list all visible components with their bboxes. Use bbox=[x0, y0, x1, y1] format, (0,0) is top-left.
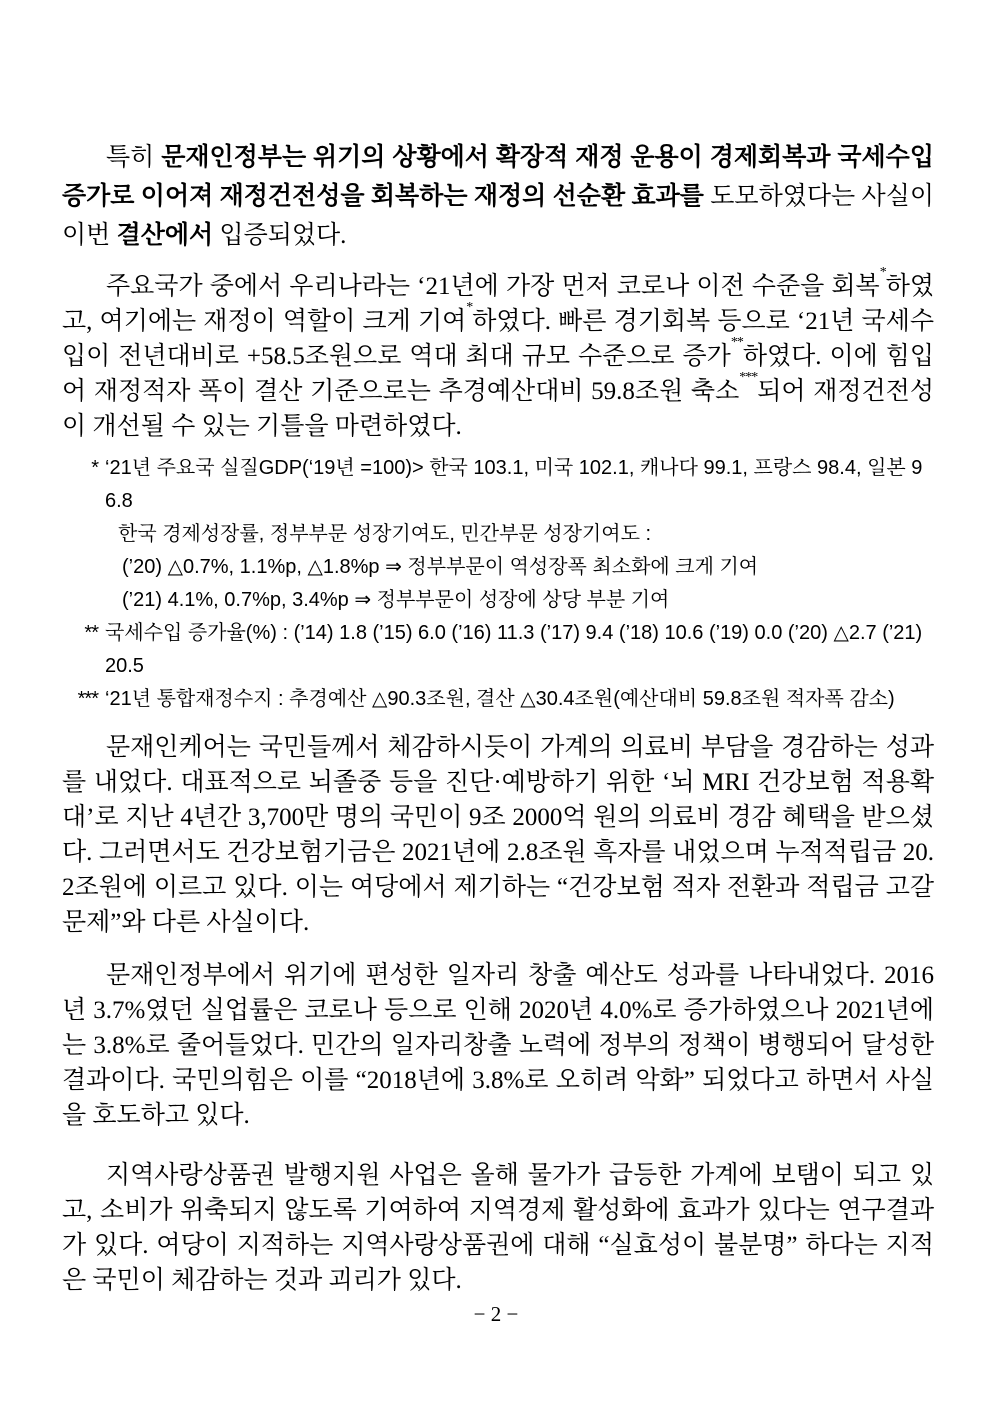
footnote-tax-revenue-growth bbox=[62, 617, 934, 683]
text-segment: 하였다. 빠른 경기회복 등으로 ‘21년 국세수입이 전년대비로 +58.5조원으로 역대 최대 규모 수준으로 증가 bbox=[62, 308, 934, 370]
text-segment: 특히 bbox=[106, 144, 162, 171]
text-segment-bold: 결산에서 bbox=[116, 222, 214, 249]
paragraph-covid-recovery bbox=[62, 264, 934, 444]
paragraph-jobs-unemployment: 문재인정부에서 위기에 편성한 일자리 창출 예산도 성과를 나타내었다. 2016년 3.7%였던 실업률은 코로나 등으로 인해 2020년 4.0%로 증가하였으나 2021년에는 3.8%로 줄어들었다. 민간의 일자리창출 노력에 정부의 정책이 병행되어 달성한 결과이다. 국민의힘은 이를 “2018년에 3.8%로 오히려 악화” 되었다고 하면서 사실을 호도하고 있다. bbox=[62, 962, 934, 1129]
footnote-ref-triple-asterisk: *** bbox=[739, 369, 758, 385]
text-segment: 주요국가 중에서 우리나라는 ‘21년에 가장 먼저 코로나 이전 수준을 회복 bbox=[106, 273, 880, 300]
text-segment: 입증되었다. bbox=[213, 222, 347, 249]
footnote-block bbox=[62, 452, 934, 716]
page-number: − 2 − bbox=[473, 1302, 519, 1326]
footnote-text: ‘21년 주요국 실질GDP(‘19년 =100)> 한국 103.1, 미국 102.1, 캐나다 99.1, 프랑스 98.4, 일본 96.8 bbox=[105, 457, 923, 512]
paragraph-local-gift-certificates: 지역사랑상품권 발행지원 사업은 올해 물가가 급등한 가계에 보탬이 되고 있고, 소비가 위축되지 않도록 기여하여 지역경제 활성화에 효과가 있다는 연구결과가 있다. 여당이 지적하는 지역사랑상품권에 대해 “실효성이 불분명” 하다는 지적은 국민이 체감하는 것과 괴리가 있다. bbox=[62, 1162, 934, 1294]
footnote-gdp bbox=[62, 452, 934, 518]
text-segment: 도모하였다는 사실이 이번 bbox=[62, 183, 934, 249]
footnote-text: ‘21년 통합재정수지 : 추경예산 △90.3조원, 결산 △30.4조원(예산대비 59.8조원 적자폭 감소) bbox=[105, 688, 895, 710]
text-segment: 하였고, 여기에는 재정이 역할이 크게 기여 bbox=[62, 273, 934, 335]
paragraph-fiscal-virtuous-cycle bbox=[62, 138, 934, 255]
footnote-ref-asterisk: * bbox=[466, 299, 473, 315]
paragraph-mooncare-healthcare: 문재인케어는 국민들께서 체감하시듯이 가계의 의료비 부담을 경감하는 성과를 내었다. 대표적으로 뇌졸중 등을 진단·예방하기 위한 ‘뇌 MRI 건강보험 적용확대’로 지난 4년간 3,700만 명의 국민이 9조 2000억 원의 의료비 경감 혜택을 받으셨다. 그러면서도 건강보험기금은 2021년에 2.8조원 흑자를 내었으며 누적적립금 20.2조원에 이르고 있다. 이는 여당에서 제기하는 “건강보험 적자 전환과 적립금 고갈 문제”와 다른 사실이다. bbox=[62, 734, 934, 936]
footnote-growth-contribution-label: 한국 경제성장률, 정부부문 성장기여도, 민간부문 성장기여도 : bbox=[118, 523, 652, 545]
footnote-growth-2020: (’20) △0.7%, 1.1%p, △1.8%p ⇒ 정부부문이 역성장폭 최소화에 크게 기여 bbox=[122, 556, 759, 578]
footnote-ref-asterisk: * bbox=[879, 264, 886, 280]
footnote-marker: ** bbox=[84, 622, 98, 644]
footnote-marker: *** bbox=[77, 688, 98, 710]
footnote-marker: * bbox=[91, 457, 98, 479]
text-segment: 하였다. 이에 힘입어 재정적자 폭이 결산 기준으로는 추경예산대비 59.8조원 축소 bbox=[62, 343, 934, 405]
text-segment-bold: 문재인정부는 위기의 상황에서 확장적 재정 운용이 경제회복과 국세수입 증가로 이어져 재정건전성을 회복하는 재정의 선순환 효과를 bbox=[62, 144, 934, 210]
footnote-text: 국세수입 증가율(%) : (’14) 1.8 (’15) 6.0 (’16) 11.3 (’17) 9.4 (’18) 10.6 (’19) 0.0 (’20) △2.7 (’21) 20.5 bbox=[105, 622, 923, 677]
footnote-fiscal-balance bbox=[62, 683, 934, 716]
text-segment: 되어 재정건전성이 개선될 수 있는 기틀을 마련하였다. bbox=[62, 378, 934, 440]
footnote-ref-double-asterisk: ** bbox=[730, 334, 743, 350]
footnote-growth-2021: (’21) 4.1%, 0.7%p, 3.4%p ⇒ 정부부문이 성장에 상당 부분 기여 bbox=[122, 589, 670, 611]
